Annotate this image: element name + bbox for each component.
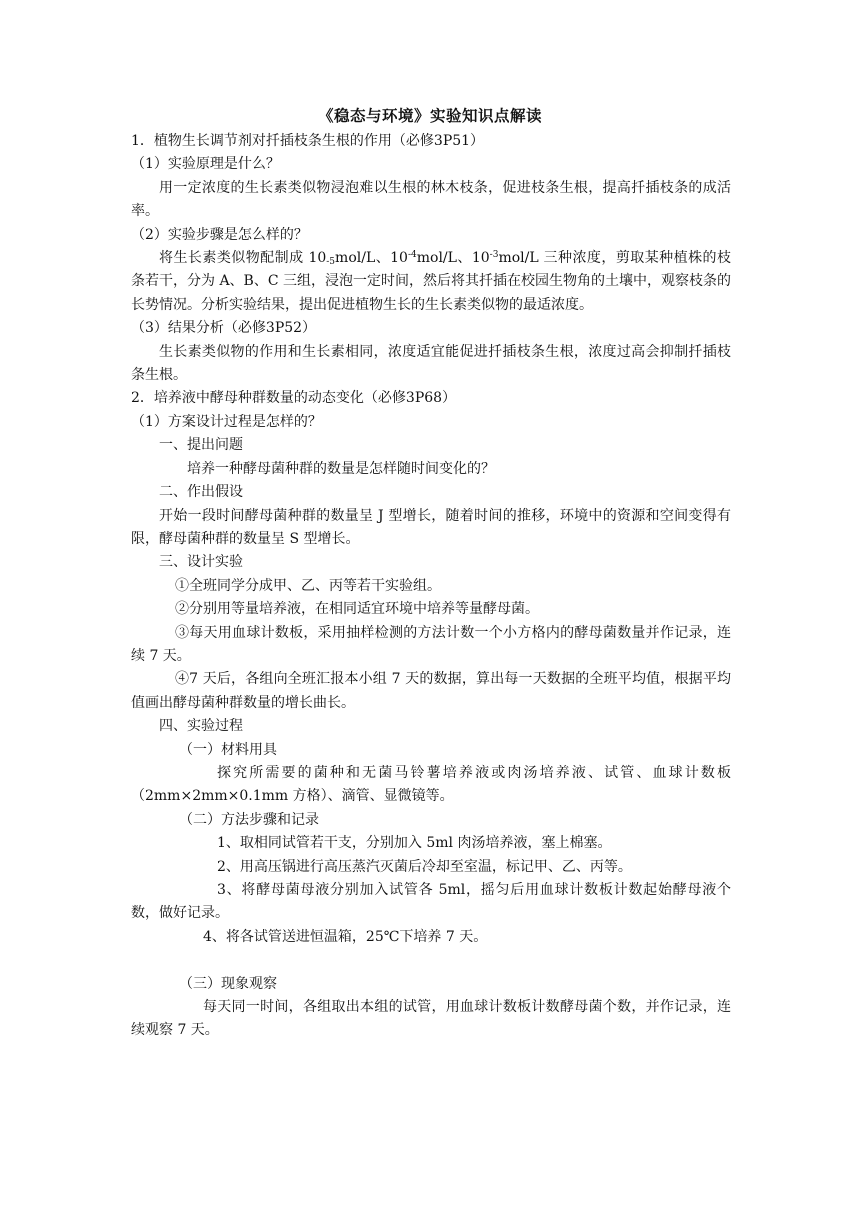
answer-2-text-d: mol/L 三种浓度，剪取某种植株的枝条若干，分为 A、B、C 三组，浸泡一定时间，然后将其扦插在校园生物角的土壤中，观察枝条的长势情况。分析实验结果，提出促进植物生长的生长素类似物的最适浓度。 [131, 250, 732, 313]
subheading-method: （二）方法步骤和记录 [179, 811, 319, 828]
method-step-4: 4、将各试管送进恒温箱，25℃下培养 7 天。 [203, 928, 488, 945]
design-step-3: ③每天用血球计数板，采用抽样检测的方法计数一个小方格内的酵母菌数量并作记录，连续 7 天。 [131, 624, 731, 664]
subheading-propose-question: 一、提出问题 [159, 437, 243, 454]
section-1-answer-1: 用一定浓度的生长素类似物浸泡难以生根的林木枝条，促进枝条生根，提高扦插枝条的成活率。 [131, 179, 731, 220]
exponent-3: -3 [489, 250, 499, 261]
design-step-1: ①全班同学分成甲、乙、丙等若干实验组。 [175, 577, 441, 594]
observation-text: 每天同一时间，各组取出本组的试管，用血球计数板计数酵母菌个数，并作记录，连续观察 7 天。 [131, 999, 731, 1039]
section-1-question-2: （2）实验步骤是怎么样的？ [131, 226, 308, 243]
subheading-observation: （三）现象观察 [179, 975, 277, 992]
section-2-question-1: （1）方案设计过程是怎样的？ [131, 413, 322, 430]
method-step-3: 3、将酵母菌母液分别加入试管各 5ml，摇匀后用血球计数板计数起始酵母液个数，做好记录。 [131, 882, 731, 922]
section-2-heading: 2．培养液中酵母种群数量的动态变化（必修3P68） [131, 390, 457, 407]
subheading-materials: （一）材料用具 [179, 741, 277, 758]
materials-text: 探究所需要的菌种和无菌马铃薯培养液或肉汤培养液、试管、血球计数板（2mm×2mm×0.1mm 方格）、滴管、显微镜等。 [131, 764, 731, 805]
subheading-process: 四、实验过程 [159, 718, 243, 735]
design-step-2: ②分别用等量培养液，在相同适宜环境中培养等量酵母菌。 [175, 601, 539, 618]
exponent-2: -4 [407, 250, 417, 261]
design-step-4: ④7 天后，各组向全班汇报本小组 7 天的数据，算出每一天数据的全班平均值，根据平均值画出酵母菌种群数量的增长曲长。 [131, 671, 731, 711]
section-1-question-3: （3）结果分析（必修3P52） [131, 320, 317, 337]
answer-2-text-c: mol/L、10 [416, 250, 490, 267]
answer-2-text-a: 将生长素类似物配制成 10 [159, 250, 327, 267]
document-title: 《稳态与环境》实验知识点解读 [317, 106, 542, 125]
document-body [131, 130, 731, 1043]
section-1-question-1: （1）实验原理是什么？ [131, 156, 280, 173]
propose-question-text: 培养一种酵母菌种群的数量是怎样随时间变化的？ [187, 460, 495, 477]
hypothesis-text: 开始一段时间酵母菌种群的数量呈 J 型增长，随着时间的推移，环境中的资源和空间变得有限，酵母菌种群的数量呈 S 型增长。 [131, 507, 731, 547]
exponent-1: -5 [326, 257, 336, 268]
subheading-hypothesis: 二、作出假设 [159, 484, 243, 501]
section-1-answer-2 [131, 247, 731, 317]
section-1-heading: 1．植物生长调节剂对扦插枝条生根的作用（必修3P51） [131, 133, 485, 149]
method-step-2: 2、用高压锅进行高压蒸汽灭菌后冷却至室温，标记甲、乙、丙等。 [217, 858, 632, 875]
section-1-answer-3: 生长素类似物的作用和生长素相同，浓度适宜能促进扦插枝条生根，浓度过高会抑制扦插枝条生根。 [131, 343, 731, 384]
method-step-1: 1、取相同试管若干支，分别加入 5ml 肉汤培养液，塞上棉塞。 [217, 835, 612, 852]
subheading-design: 三、设计实验 [159, 554, 243, 571]
answer-2-text-b: mol/L、10 [335, 250, 408, 267]
blank-line [131, 949, 731, 972]
